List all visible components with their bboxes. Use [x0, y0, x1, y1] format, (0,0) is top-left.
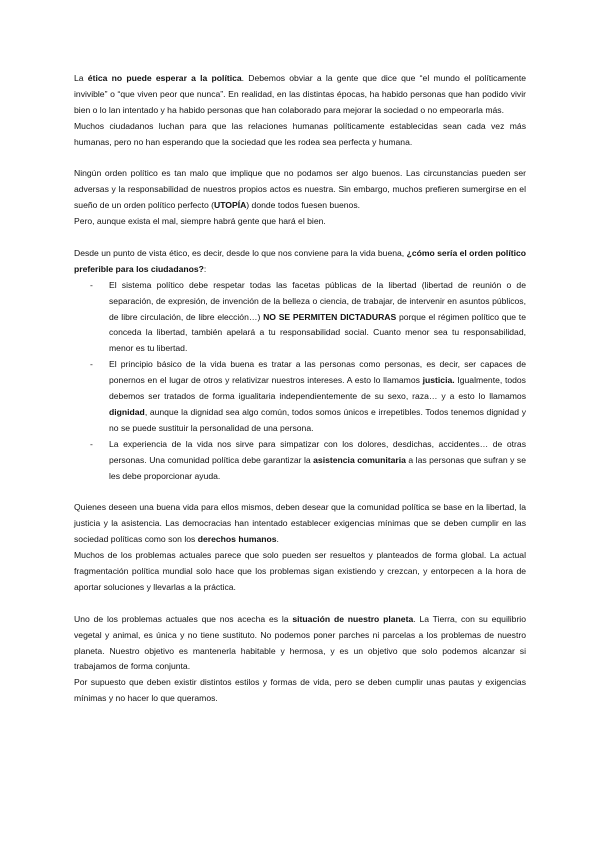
paragraph-gap [74, 230, 526, 246]
bold-human-rights: derechos humanos [197, 534, 277, 545]
bold-planet: situación de nuestro planeta [292, 613, 414, 624]
bold-phrase: ética no puede esperar a la política [87, 73, 242, 83]
bold-question: ¿cómo sería el orden político preferible para los ciudadanos? [74, 247, 526, 274]
paragraph-political-order: Ningún orden político es tan malo que implique que no podamos ser algo buenos. Las circunstancias pueden ser adversas y la responsabilidad de nuestros propios actos es nuestra. Sin embargo, muchos prefieren sumergirse en el sueño de un orden político perfecto (UTOPÍA) donde todos fuesen buenos. [74, 168, 526, 211]
bullet-dash: - [90, 438, 93, 449]
paragraph-gap [74, 596, 526, 612]
bold-phrase: justicia. [422, 375, 455, 386]
paragraph-gap [74, 151, 526, 167]
paragraph-evil-good: Pero, aunque exista el mal, siempre habrá gente que hará el bien. [74, 216, 326, 227]
paragraph-citizens: Muchos ciudadanos luchan para que las relaciones humanas políticamente establecidas sean cada vez más humanas, pero no han esperando que la sociedad que les rodea sea perfecta y humana. [74, 120, 526, 147]
paragraph-ethics-politics: La ética no puede esperar a la política. Debemos obviar a la gente que dice que “el mundo el políticamente invivible” o “que viven peor que nunca”. En realidad, en las distintas épocas, ha habido personas que han podido vivir bien o lo lan intentado y ha habido personas que han colaborado para mejorar la sociedad o no empeorarla más. [74, 73, 526, 115]
list-item: - La experiencia de la vida nos sirve para simpatizar con los dolores, desdichas, accidentes… de otras personas. Una comunidad política debe garantizar la asistencia comunitaria a las personas que sufran y se les debe proporcionar ayuda. [90, 438, 526, 481]
bold-phrase: dignidad [109, 407, 145, 417]
bold-utopia: UTOPÍA [213, 200, 247, 211]
paragraph-planet: Uno de los problemas actuales que nos acecha es la situación de nuestro planeta. La Tierra, con su equilibrio vegetal y animal, es única y no tiene sustituto. No podemos poner parches ni parcelas a los problemas de nuestro planeta. Nuestro objetivo es mantenerla habitable y hermosa, y es un objetivo que solo podemos alcanzar si trabajamos de forma conjunta. [74, 613, 526, 672]
paragraph-global-problems: Muchos de los problemas actuales parece que solo pueden ser resueltos y planteados de forma global. La actual fragmentación política mundial solo hace que los problemas sigan existiendo y crezcan, y entorpecen a la hora de aportar soluciones y llevarlas a la práctica. [74, 550, 526, 592]
paragraph-question: Desde un punto de vista ético, es decir, desde lo que nos conviene para la vida buena, ¿cómo sería el orden político preferible para los ciudadanos?: [74, 247, 526, 274]
bullet-list [74, 278, 526, 485]
bullet-dash: - [90, 279, 93, 290]
bold-phrase: NO SE PERMITEN DICTADURAS [263, 311, 397, 322]
document-body [74, 71, 526, 707]
list-item: - El principio básico de la vida buena es tratar a las personas como personas, es decir, ser capaces de ponernos en el lugar de otros y relativizar nuestros intereses. A esto lo llamamos justicia. Igualmente, todos debemos ser tratados de forma igualitaria independientemente de su sexo, raza… y a esto lo llamamos dignidad, aunque la dignidad sea algo común, todos somos únicos e irrepetibles. Todos tenemos dignidad y no se puede sustituir la personalidad de una persona. [90, 359, 526, 433]
paragraph-lifestyles: Por supuesto que deben existir distintos estilos y formas de vida, pero se deben cumplir unas pautas y exigencias mínimas y no hacer lo que queramos. [74, 677, 526, 704]
paragraph-good-life: Quienes deseen una buena vida para ellos mismos, deben desear que la comunidad política se base en la libertad, la justicia y la asistencia. Las democracias han intentado establecer exigencias mínimas que se deben cumplir en las sociedad políticas como son los derechos humanos. [74, 502, 526, 545]
list-item: - El sistema político debe respetar todas las facetas públicas de la libertad (libertad de reunión o de separación, de expresión, de invención de la belleza o ciencia, de trabajar, de intervenir en asuntos públicos, de libre circulación, de libre elección…) NO SE PERMITEN DICTADURAS porque el régimen político que te conceda la libertad, también apelará a tu responsabilidad social. Cuanto menor sea tu responsabilidad, menor es tu libertad. [90, 279, 526, 354]
bold-phrase: asistencia comunitaria [313, 454, 406, 465]
bullet-dash: - [90, 359, 93, 370]
paragraph-gap [74, 485, 526, 501]
